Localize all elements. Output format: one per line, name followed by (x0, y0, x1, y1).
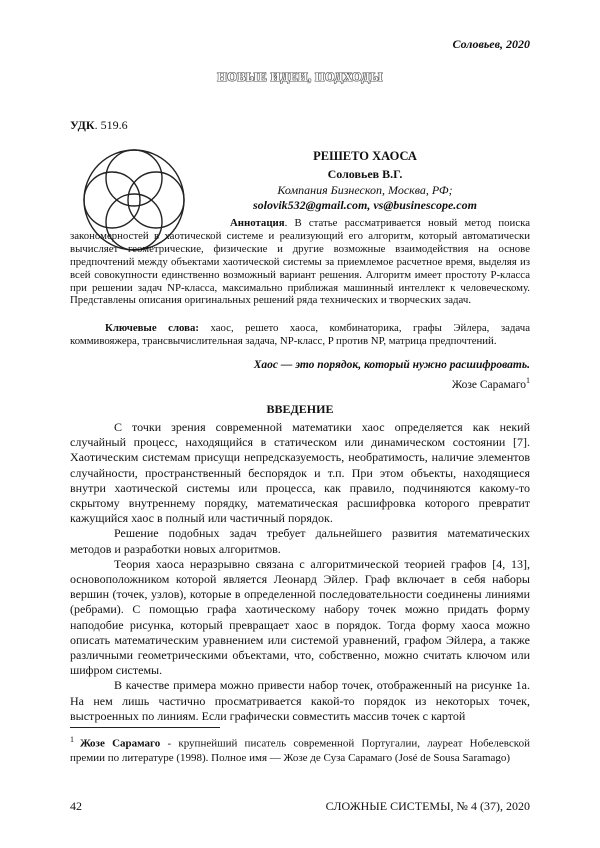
epigraph-attribution: Жозе Сарамаго (451, 378, 526, 391)
section-label: НОВЫЕ ИДЕИ, ПОДХОДЫ (217, 70, 383, 84)
footnote-mark[interactable]: 1 (526, 376, 530, 385)
body-text (70, 420, 530, 724)
abstract-label: Аннотация (230, 217, 285, 229)
footnote (70, 733, 530, 765)
abstract-block (70, 217, 530, 307)
paragraph: С точки зрения современной математики хаос определяется как некий случайный процесс, находящийся в статическом или динамическом состоянии [7]. Хаотическим системам присущи непредсказуемость, необратимость, наличие элементов случайности, пространственный беспорядок и т.п. При этом объекты, находящиеся внутри хаотической системы или процесса, как правило, подчиняются какому-то скрытому внутреннему порядку, математическая расшифровка которого превратит кажущийся хаос в полный или частичный порядок. (70, 420, 530, 526)
paragraph: Решение подобных задач требует дальнейшего развития математических методов и разработки новых алгоритмов. (70, 526, 530, 556)
udk-value: . 519.6 (94, 118, 128, 132)
paragraph: Теория хаоса неразрывно связана с алгоритмической теорией графов [4, 13], основоположником которой является Леонард Эйлер. Граф включает в себя наборы вершин (точек, узлов), которые в определенной последовательности соединены линиями (ребрами). С помощью графа хаотическому набору точек можно придать форму наподобие рисунка, который превращает хаос в порядок. Тогда форму хаоса можно описать математическим уравнением или системой уравнений, графом Эйлера, а также различными геометрическими объектами, что, собственно, можно считать ключом или шифром системы. (70, 556, 530, 678)
running-header-author: Соловьев, 2020 (452, 37, 530, 51)
author-emails: solovik532@gmail.com, vs@businescope.com (253, 198, 477, 212)
footnote-name: Жозе Сарамаго (80, 737, 161, 750)
udk-label: УДК (70, 118, 95, 132)
abstract-text: . В статье рассматривается новый метод поиска закономерностей в хаотической системе и реализующий его алгоритм, который автоматически вычисляет геометрические, физические и другие возможные взаимодействия на основе предпочтений между объектами хаотической системы за приемлемое расчетное время, выделяя из всей совокупности единственно возможный вариант решения. Алгоритм имеет простоту P-класса при решении задач NP-класса, максимально приближая машинный интеллект к человеческому. Представлены описания оригинальных решений ряда технических и творческих задач. (70, 217, 530, 307)
udk-line (70, 118, 128, 133)
keywords-text: хаос, решето хаоса, комбинаторика, графы Эйлера, задача коммивояжера, трансвычислительная задача, NP-класс, P против NP, матрица предпочтений. (70, 322, 530, 347)
epigraph (254, 358, 530, 393)
footnote-text: - крупнейший писатель современной Португалии, лауреат Нобелевской премии по литературе (1998). Полное имя — Жозе де Суза Сарамаго (José de Sousa Saramago) (70, 737, 530, 764)
journal-footer: СЛОЖНЫЕ СИСТЕМЫ, № 4 (37), 2020 (325, 799, 530, 813)
page-number: 42 (70, 799, 82, 813)
author-organization: Компания Бизнескоп, Москва, РФ; (277, 183, 453, 197)
keywords-block (70, 322, 530, 348)
paragraph: В качестве примера можно привести набор точек, отображенный на рисунке 1а. На нем лишь частично просматривается какой-то порядок из некоторых точек, выстроенных по линиям. Если графически совместить массив точек с картой (70, 678, 530, 723)
epigraph-quote: Хаос — это порядок, который нужно расшифровать. (253, 359, 530, 371)
footnote-number: 1 (70, 735, 74, 744)
article-title: РЕШЕТО ХАОСА (313, 149, 417, 163)
section-heading-introduction: ВВЕДЕНИЕ (266, 402, 334, 416)
footnote-divider (70, 727, 220, 728)
keywords-label: Ключевые слова: (105, 322, 199, 334)
author-name: Соловьев В.Г. (327, 167, 403, 181)
